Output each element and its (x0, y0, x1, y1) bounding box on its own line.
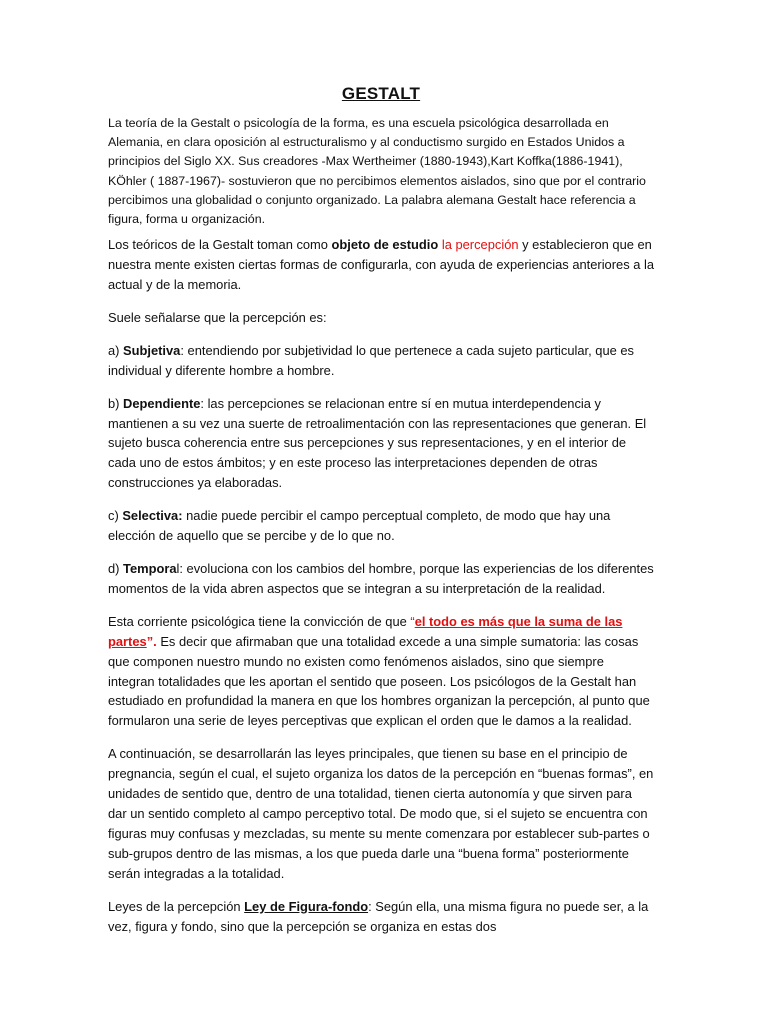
highlighted-quote: el todo es más que la suma de las (414, 613, 623, 629)
list-marker: b) (108, 395, 124, 411)
temporal-paragraph (108, 559, 654, 599)
highlighted-term: la percepción (441, 237, 519, 253)
text-span: y establecieron que en nuestra mente existen ciertas formas de configurarla, con ayuda de experiencias anteriores a la actual y de la memoria. (108, 237, 655, 293)
intro-paragraph: La teoría de la Gestalt o psicología de la forma, es una escuela psicológica desarrollada en Alemania, en clara oposición al estructuralismo y al conductismo surgido en Estados Unidos a principios del Siglo XX. Sus creadores -Max Wertheimer (1880-1943),Kart Koffka(1886-1941), KÖhler ( 1887-1967)- sostuvieron que no percibimos elementos aislados, sino que por el contrario percibimos una globalidad o conjunto organizado. La palabra alemana Gestalt hace referencia a figura, forma u organización. (108, 116, 646, 227)
document-page (108, 84, 654, 949)
study-object-paragraph (108, 235, 654, 295)
perception-intro-paragraph: Suele señalarse que la percepción es: (108, 309, 327, 325)
list-marker: c) (108, 508, 123, 524)
list-marker: a) (108, 342, 124, 358)
highlighted-quote: partes (108, 633, 147, 649)
text-span: : Según ella, una misma figura no puede ser, a la vez, figura y fondo, sino que la percepción se organiza en estas dos (108, 898, 649, 934)
quote-mark: “ (410, 613, 415, 629)
subjective-paragraph (108, 341, 654, 381)
bold-term: objeto de estudio (331, 237, 439, 253)
bold-term: Tempora (123, 561, 177, 576)
whole-sum-paragraph (108, 612, 654, 731)
figure-ground-paragraph (108, 897, 654, 937)
text-span: Los teóricos de la Gestalt toman como (108, 237, 332, 253)
quote-mark: ”. (146, 633, 157, 649)
text-span: l: evoluciona con los cambios del hombre, porque las experiencias de los diferentes momentos de la vida abren aspectos que se integran a su interpretación de la realidad. (108, 561, 654, 596)
text-span: nadie puede percibir el campo perceptual completo, de modo que hay una elección de aquello que se percibe y de lo que no. (108, 508, 611, 544)
text-span: Es decir que afirmaban que una totalidad excede a una simple sumatoria: las cosas que componen nuestro mundo no existen como fenómenos aislados, sino que siempre integran totalidades que les aportan el sentido que poseen. Los psicólogos de la Gestalt han estudiado en profundidad la manera en que los hombres organizan la percepción, al punto que formularon una serie de leyes perceptivas que explican el orden que le damos a la realidad. (108, 633, 650, 729)
bold-term: Dependiente (123, 395, 201, 411)
bold-term: Subjetiva (123, 342, 181, 358)
pregnancy-paragraph: A continuación, se desarrollarán las leyes principales, que tienen su base en el principio de pregnancia, según el cual, el sujeto organiza los datos de la percepción en “buenas formas”, en unidades de sentido que, dentro de una totalidad, tienen cierta autonomía y que sirven para dar un sentido completo al campo perceptivo total. De modo que, si el sujeto se encuentra con figuras muy confusas y mezcladas, su mente su mente comenzara por establecer sub-partes o sub-grupos dentro de las mismas, a los que pueda darle una “buena forma” posteriormente serán integradas a la totalidad. (108, 746, 654, 881)
text-span: : entendiendo por subjetividad lo que pertenece a cada sujeto particular, que es individual y diferente hombre a hombre. (108, 342, 634, 378)
bold-term: Selectiva: (122, 508, 183, 524)
page-title: GESTALT (341, 84, 421, 103)
selective-paragraph (108, 506, 654, 546)
list-marker: d) (108, 561, 124, 576)
bold-underlined-term: Ley de Figura-fondo (244, 898, 369, 914)
text-span: : las percepciones se relacionan entre sí en mutua interdependencia y mantienen a su vez una suerte de retroalimentación con las representaciones que generan. El sujeto busca coherencia entre sus percepciones y sus representaciones, y en el interior de cada uno de estos ámbitos; y en este proceso las interpretaciones dependen de otras construcciones ya elaboradas. (108, 395, 647, 491)
text-span: Leyes de la percepción (108, 898, 245, 914)
text-span: Esta corriente psicológica tiene la convicción de que (108, 613, 411, 629)
dependent-paragraph (108, 394, 654, 494)
